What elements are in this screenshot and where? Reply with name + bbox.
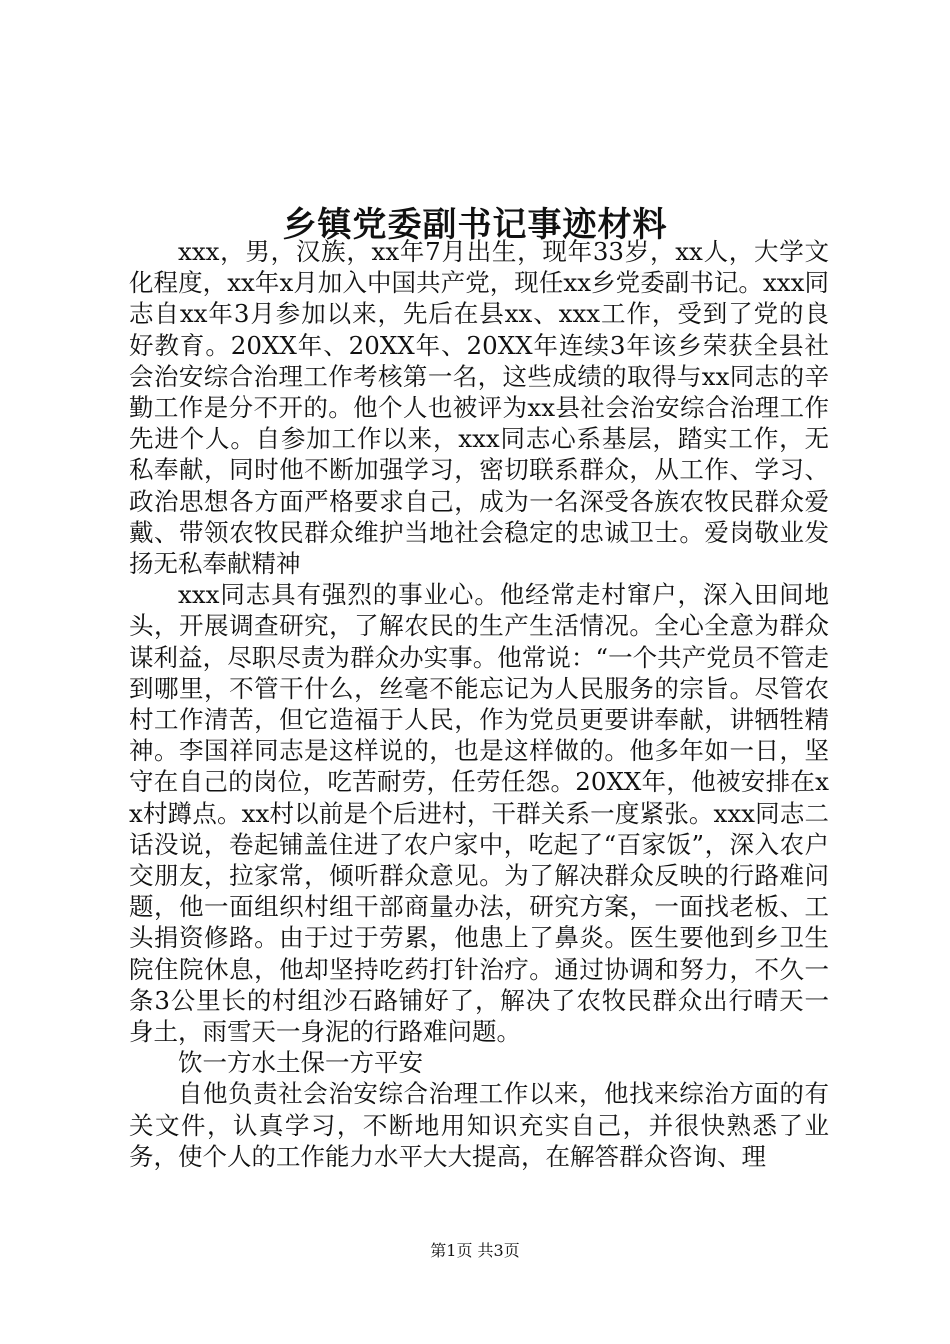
page-number-footer: 第1页 共3页	[430, 1241, 520, 1260]
paragraph: xxx，男，汉族，xx年7月出生，现年33岁，xx人，大学文化程度，xx年x月加入中国共产党，现任xx乡党委副书记。xxx同志自xx年3月参加以来，先后在县xx、xxx工作，受到了党的良好教育。20XX年、20XX年、20XX年连续3年该乡荣获全县社会治安综合治理工作考核第一名，这些成绩的取得与xx同志的辛勤工作是分不开的。他个人也被评为xx县社会治安综合治理工作先进个人。自参加工作以来，xxx同志心系基层，踏实工作，无私奉献，同时他不断加强学习，密切联系群众，从工作、学习、政治思想各方面严格要求自己，成为一名深受各族农牧民群众爱戴、带领农牧民群众维护当地社会稳定的忠诚卫士。爱岗敬业发扬无私奉献精神	[129, 237, 829, 579]
document-body	[129, 236, 829, 1172]
paragraph: 自他负责社会治安综合治理工作以来，他找来综治方面的有关文件，认真学习，不断地用知识充实自己，并很快熟悉了业务，使个人的工作能力水平大大提高，在解答群众咨询、理	[129, 1079, 829, 1171]
document-title: 乡镇党委副书记事迹材料	[282, 204, 668, 245]
section-heading: 饮一方水土保一方平安	[178, 1048, 423, 1078]
paragraph: xxx同志具有强烈的事业心。他经常走村窜户，深入田间地头，开展调查研究，了解农民的生产生活情况。全心全意为群众谋利益，尽职尽责为群众办实事。他常说：“一个共产党员不管走到哪里，不管干什么，丝毫不能忘记为人民服务的宗旨。尽管农村工作清苦，但它造福于人民，作为党员更要讲奉献，讲牺牲精神。李国祥同志是这样说的，也是这样做的。他多年如一日，坚守在自己的岗位，吃苦耐劳，任劳任怨。20XX年，他被安排在xx村蹲点。xx村以前是个后进村，干群关系一度紧张。xxx同志二话没说，卷起铺盖住进了农户家中，吃起了“百家饭”，深入农户交朋友，拉家常，倾听群众意见。为了解决群众反映的行路难问题，他一面组织村组干部商量办法，研究方案，一面找老板、工头捐资修路。由于过于劳累，他患上了鼻炎。医生要他到乡卫生院住院休息，他却坚持吃药打针治疗。通过协调和努力，不久一条3公里长的村组沙石路铺好了，解决了农牧民群众出行晴天一身土，雨雪天一身泥的行路难问题。	[129, 580, 829, 1047]
